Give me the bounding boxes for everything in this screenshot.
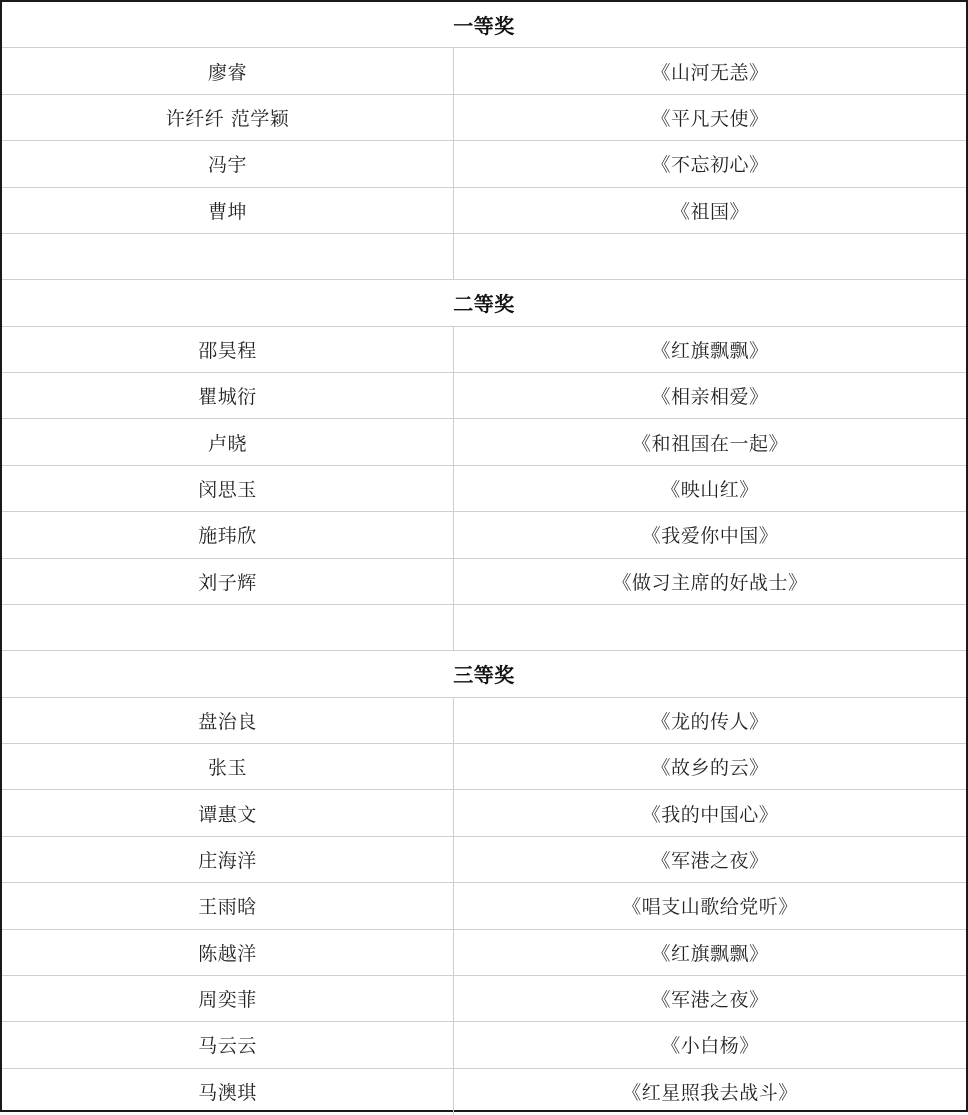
work-title: 《红星照我去战斗》 <box>622 1082 798 1105</box>
work-title <box>454 234 966 279</box>
work-title: 《祖国》 <box>670 200 749 223</box>
work-title: 《我的中国心》 <box>641 803 779 826</box>
winner-name: 庄海洋 <box>2 837 454 882</box>
work-title: 《龙的传人》 <box>651 710 769 733</box>
winner-name: 刘子辉 <box>2 559 454 604</box>
table-row <box>2 883 966 929</box>
table-row <box>2 1069 966 1115</box>
table-row <box>2 327 966 373</box>
work-title: 《相亲相爱》 <box>651 386 769 409</box>
winner-name: 陈越洋 <box>2 930 454 975</box>
winner-name: 施玮欣 <box>2 512 454 557</box>
table-row <box>2 744 966 790</box>
work-title: 《山河无恙》 <box>651 61 769 84</box>
section-title: 二等奖 <box>453 292 515 317</box>
winner-name: 邵昊程 <box>2 327 454 372</box>
table-row <box>2 1022 966 1068</box>
section-header-row <box>2 280 966 326</box>
winner-name: 闵思玉 <box>2 466 454 511</box>
table-row <box>2 466 966 512</box>
winner-name: 谭惠文 <box>2 790 454 835</box>
winner-name: 马澳琪 <box>2 1069 454 1115</box>
winner-name: 王雨晗 <box>2 883 454 928</box>
winner-name: 廖睿 <box>2 48 454 93</box>
empty-row <box>2 234 966 280</box>
winner-name <box>2 234 454 279</box>
table-row <box>2 790 966 836</box>
work-title: 《红旗飘飘》 <box>651 339 769 362</box>
table-row <box>2 373 966 419</box>
section-header-row <box>2 2 966 48</box>
winner-name: 瞿城衍 <box>2 373 454 418</box>
winner-name: 周奕菲 <box>2 976 454 1021</box>
work-title: 《映山红》 <box>661 478 759 501</box>
table-row <box>2 419 966 465</box>
winner-name: 马云云 <box>2 1022 454 1067</box>
work-title: 《我爱你中国》 <box>641 525 779 548</box>
winner-name: 卢晓 <box>2 419 454 464</box>
section-header-row <box>2 651 966 697</box>
winner-name: 许纤纤 范学颖 <box>2 95 454 140</box>
work-title: 《和祖国在一起》 <box>631 432 788 455</box>
empty-row <box>2 605 966 651</box>
winner-name: 张玉 <box>2 744 454 789</box>
winner-name <box>2 605 454 650</box>
work-title: 《唱支山歌给党听》 <box>622 896 798 919</box>
work-title: 《红旗飘飘》 <box>651 942 769 965</box>
work-title: 《小白杨》 <box>661 1035 759 1058</box>
table-row <box>2 976 966 1022</box>
table-row <box>2 188 966 234</box>
table-row <box>2 698 966 744</box>
work-title: 《平凡天使》 <box>651 107 769 130</box>
section-title: 三等奖 <box>453 663 515 688</box>
table-row <box>2 837 966 883</box>
table-row <box>2 930 966 976</box>
table-row <box>2 559 966 605</box>
work-title: 《做习主席的好战士》 <box>612 571 808 594</box>
winner-name: 冯宇 <box>2 141 454 186</box>
work-title: 《军港之夜》 <box>651 849 769 872</box>
winner-name: 盘治良 <box>2 698 454 743</box>
table-row <box>2 141 966 187</box>
work-title <box>454 605 966 650</box>
table-row <box>2 512 966 558</box>
table-row <box>2 48 966 94</box>
work-title: 《军港之夜》 <box>651 989 769 1012</box>
section-title: 一等奖 <box>453 14 515 39</box>
table-row <box>2 95 966 141</box>
work-title: 《不忘初心》 <box>651 154 769 177</box>
winner-name: 曹坤 <box>2 188 454 233</box>
work-title: 《故乡的云》 <box>651 757 769 780</box>
